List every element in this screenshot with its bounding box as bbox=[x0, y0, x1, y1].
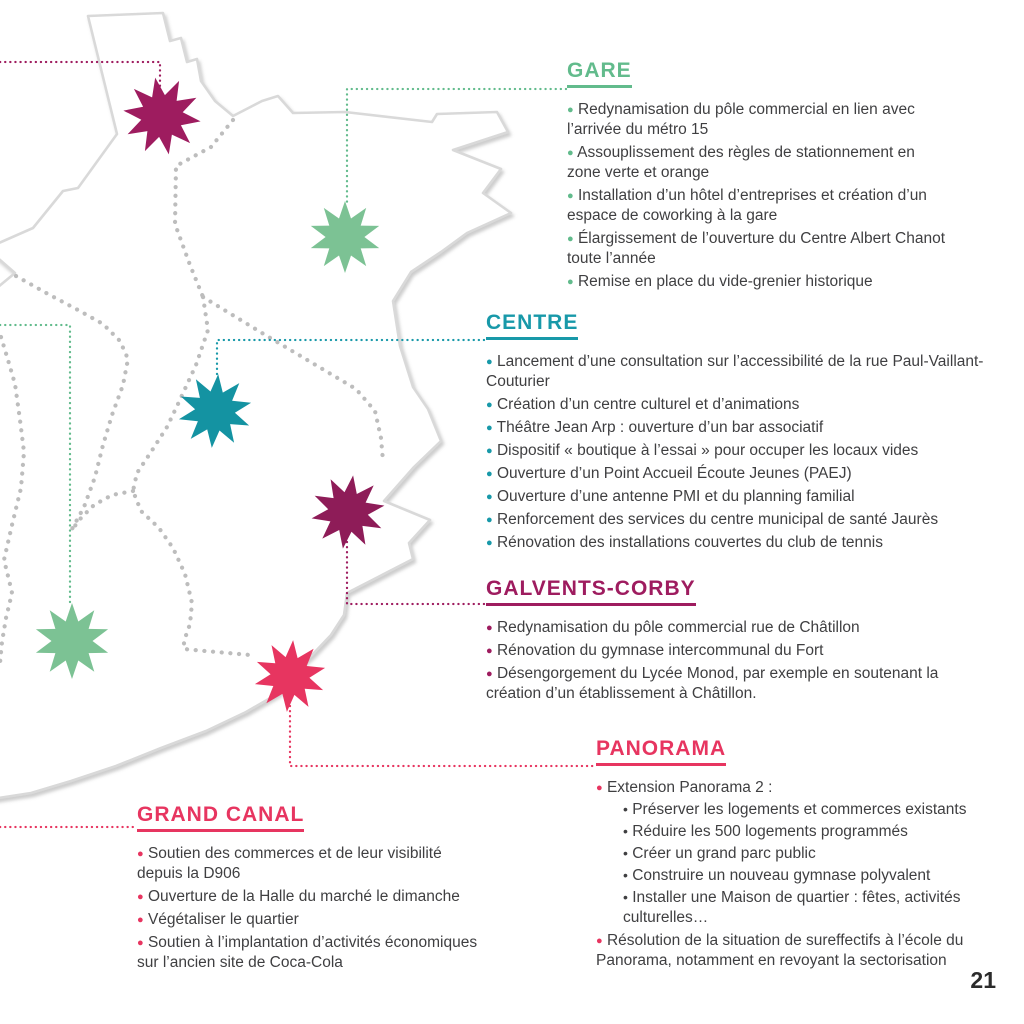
section-centre bbox=[486, 312, 986, 556]
section-item-list-panorama bbox=[596, 778, 1020, 971]
section-item-list-gare bbox=[567, 100, 945, 292]
sub-list-item: • Créer un grand parc public bbox=[623, 845, 816, 863]
list-item: ● Désengorgement du Lycée Monod, par exemple en soutenant la création d’un établissement à Châtillon. bbox=[486, 665, 939, 703]
list-item: ● Ouverture d’un Point Accueil Écoute Jeunes (PAEJ) bbox=[486, 465, 852, 483]
bullet-icon: ● bbox=[486, 356, 493, 369]
list-item: ● Soutien des commerces et de leur visibilité depuis la D906 bbox=[137, 845, 442, 883]
list-item: ● Extension Panorama 2 : • Préserver les logements et commerces existants • Réduire les 500 logements programmés • Créer un grand parc public • Construire un nouveau gymnase polyvalent • Installer une Maison de quartier : fêtes, activités culturelles… bbox=[596, 778, 1020, 928]
list-item: ● Ouverture d’une antenne PMI et du planning familial bbox=[486, 488, 855, 506]
section-title-gare: GARE bbox=[567, 60, 632, 88]
bullet-icon: ● bbox=[486, 491, 493, 504]
sub-bullet-icon: • bbox=[623, 867, 628, 884]
city-boundary bbox=[0, 13, 511, 799]
bullet-icon: ● bbox=[567, 147, 574, 160]
section-gare bbox=[567, 60, 945, 295]
list-item: ● Renforcement des services du centre municipal de santé Jaurès bbox=[486, 511, 939, 529]
bullet-icon: ● bbox=[137, 937, 144, 950]
section-grand-canal bbox=[137, 804, 487, 976]
sub-bullet-icon: • bbox=[623, 823, 628, 840]
sub-bullet-icon: • bbox=[623, 889, 628, 906]
list-item: ● Remise en place du vide-grenier historique bbox=[567, 273, 873, 291]
bullet-icon: ● bbox=[596, 935, 603, 948]
bullet-icon: ● bbox=[567, 233, 574, 246]
bullet-icon: ● bbox=[486, 445, 493, 458]
bullet-icon: ● bbox=[137, 914, 144, 927]
bullet-icon: ● bbox=[137, 848, 144, 861]
list-item: ● Rénovation du gymnase intercommunal du Fort bbox=[486, 642, 824, 660]
bullet-icon: ● bbox=[486, 622, 493, 635]
sub-list-item: • Réduire les 500 logements programmés bbox=[623, 823, 908, 841]
list-item: ● Théâtre Jean Arp : ouverture d’un bar associatif bbox=[486, 419, 824, 437]
list-item: ● Création d’un centre culturel et d’animations bbox=[486, 396, 800, 414]
sub-list-item: • Construire un nouveau gymnase polyvalent bbox=[623, 867, 931, 885]
bullet-icon: ● bbox=[567, 276, 574, 289]
section-title-galvents-corby: GALVENTS-CORBY bbox=[486, 578, 696, 606]
list-item: ● Assouplissement des règles de stationnement en zone verte et orange bbox=[567, 144, 915, 182]
section-title-grand-canal: GRAND CANAL bbox=[137, 804, 304, 832]
label-connector-panorama bbox=[290, 706, 593, 766]
section-title-panorama: PANORAMA bbox=[596, 738, 726, 766]
list-item: ● Redynamisation du pôle commercial en lien avec l’arrivée du métro 15 bbox=[567, 101, 915, 139]
sub-list-item: • Préserver les logements et commerces existants bbox=[623, 801, 967, 819]
bullet-icon: ● bbox=[486, 645, 493, 658]
section-panorama bbox=[596, 738, 1020, 974]
page-number: 21 bbox=[970, 967, 996, 993]
bullet-icon: ● bbox=[137, 891, 144, 904]
sub-bullet-icon: • bbox=[623, 845, 628, 862]
bullet-icon: ● bbox=[486, 468, 493, 481]
sub-item-list bbox=[623, 799, 1020, 928]
bullet-icon: ● bbox=[567, 190, 574, 203]
sub-bullet-icon: • bbox=[623, 801, 628, 818]
section-title-centre: CENTRE bbox=[486, 312, 578, 340]
section-galvents-corby bbox=[486, 578, 978, 707]
list-item: ● Soutien à l’implantation d’activités économiques sur l’ancien site de Coca-Cola bbox=[137, 934, 478, 972]
section-item-list-grand-canal bbox=[137, 844, 487, 973]
list-item: ● Végétaliser le quartier bbox=[137, 911, 299, 929]
list-item: ● Installation d’un hôtel d’entreprises et création d’un espace de coworking à la gare bbox=[567, 187, 927, 225]
bullet-icon: ● bbox=[486, 537, 493, 550]
bullet-icon: ● bbox=[567, 104, 574, 117]
bullet-icon: ● bbox=[486, 668, 493, 681]
list-item: ● Ouverture de la Halle du marché le dimanche bbox=[137, 888, 460, 906]
bullet-icon: ● bbox=[486, 422, 493, 435]
sub-list-item: • Installer une Maison de quartier : fêtes, activités culturelles… bbox=[623, 889, 961, 927]
list-item: ● Résolution de la situation de sureffectifs à l’école du Panorama, notamment en revoyant la sectorisation bbox=[596, 932, 964, 970]
bullet-icon: ● bbox=[486, 514, 493, 527]
bullet-icon: ● bbox=[596, 782, 603, 795]
section-item-list-centre bbox=[486, 352, 986, 553]
list-item: ● Dispositif « boutique à l’essai » pour occuper les locaux vides bbox=[486, 442, 919, 460]
list-item: ● Élargissement de l’ouverture du Centre Albert Chanot toute l’année bbox=[567, 230, 945, 268]
section-item-list-galvents-corby bbox=[486, 618, 978, 704]
list-item: ● Redynamisation du pôle commercial rue de Châtillon bbox=[486, 619, 860, 637]
list-item: ● Rénovation des installations couvertes du club de tennis bbox=[486, 534, 883, 552]
bullet-icon: ● bbox=[486, 399, 493, 412]
list-item: ● Lancement d’une consultation sur l’accessibilité de la rue Paul-Vaillant-Couturier bbox=[486, 353, 984, 391]
